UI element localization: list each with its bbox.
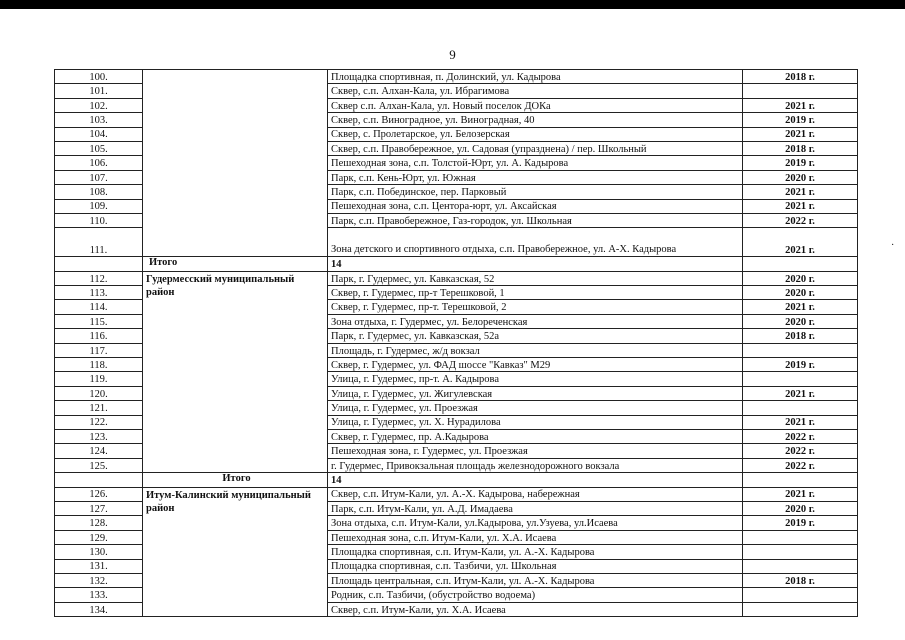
table-row bbox=[55, 141, 858, 155]
year-cell: 2022 г. bbox=[743, 444, 858, 458]
row-number: 108. bbox=[55, 185, 143, 199]
object-description: Сквер, г. Гудермес, пр-т. Терешковой, 2 bbox=[328, 300, 743, 314]
object-description: Пешеходная зона, с.п. Толстой-Юрт, ул. А. Кадырова bbox=[328, 156, 743, 170]
page-number: 9 bbox=[449, 47, 456, 62]
district-cell bbox=[143, 329, 328, 343]
district-cell bbox=[143, 170, 328, 184]
row-number: 127. bbox=[55, 501, 143, 515]
object-description: Зона отдыха, г. Гудермес, ул. Белореченская bbox=[328, 314, 743, 328]
district-cell bbox=[143, 84, 328, 98]
row-number: 131. bbox=[55, 559, 143, 573]
object-description: Площадка спортивная, п. Долинский, ул. Кадырова bbox=[328, 70, 743, 84]
year-cell: 2020 г. bbox=[743, 286, 858, 300]
object-description: Улица, г. Гудермес, ул. Проезжая bbox=[328, 401, 743, 415]
object-description: Пешеходная зона, с.п. Итум-Кали, ул. Х.А. Исаева bbox=[328, 530, 743, 544]
table-row bbox=[55, 70, 858, 84]
row-number: 124. bbox=[55, 444, 143, 458]
object-description: Парк, с.п. Итум-Кали, ул. А.Д. Имадаева bbox=[328, 501, 743, 515]
year-cell bbox=[743, 401, 858, 415]
object-description: Площадь, г. Гудермес, ж/д вокзал bbox=[328, 343, 743, 357]
year-cell: 2020 г. bbox=[743, 314, 858, 328]
district-label: Итум-Калинский муниципальный район bbox=[146, 489, 311, 514]
district-cell bbox=[143, 559, 328, 573]
year-cell bbox=[743, 588, 858, 602]
table-body bbox=[55, 70, 858, 617]
object-description: Сквер с.п. Алхан-Кала, ул. Новый поселок ДОКа bbox=[328, 98, 743, 112]
table-row bbox=[55, 372, 858, 386]
table-row bbox=[55, 530, 858, 544]
year-cell: 2020 г. bbox=[743, 170, 858, 184]
year-cell: 2021 г. bbox=[743, 199, 858, 213]
district-cell bbox=[143, 372, 328, 386]
district-cell bbox=[143, 545, 328, 559]
row-number: 122. bbox=[55, 415, 143, 429]
district-cell bbox=[143, 602, 328, 616]
row-number: 107. bbox=[55, 170, 143, 184]
table-row bbox=[55, 170, 858, 184]
object-description: Парк, с.п. Кень-Юрт, ул. Южная bbox=[328, 170, 743, 184]
row-number: 119. bbox=[55, 372, 143, 386]
table-row bbox=[55, 458, 858, 472]
object-description: Пешеходная зона, с.п. Центора-юрт, ул. Аксайская bbox=[328, 199, 743, 213]
object-description: Улица, г. Гудермес, ул. Жигулевская bbox=[328, 386, 743, 400]
total-num-cell bbox=[55, 473, 143, 487]
table-row bbox=[55, 573, 858, 587]
total-row bbox=[55, 257, 858, 271]
year-cell: 2021 г. bbox=[743, 300, 858, 314]
district-label: Гудермесский муниципальный район bbox=[146, 273, 295, 299]
object-description: Сквер, с.п. Правобережное, ул. Садовая (упразднена) / пер. Школьный bbox=[328, 141, 743, 155]
district-cell bbox=[143, 429, 328, 443]
district-cell bbox=[143, 228, 328, 257]
district-cell bbox=[143, 386, 328, 400]
object-description: Сквер, г. Гудермес, пр. А.Кадырова bbox=[328, 429, 743, 443]
district-name bbox=[143, 271, 328, 299]
district-cell bbox=[143, 530, 328, 544]
object-description: Сквер, с.п. Алхан-Кала, ул. Ибрагимова bbox=[328, 84, 743, 98]
table-row bbox=[55, 516, 858, 530]
row-number: 129. bbox=[55, 530, 143, 544]
row-number: 105. bbox=[55, 141, 143, 155]
object-description: Родник, с.п. Тазбичи, (обустройство водоема) bbox=[328, 588, 743, 602]
table-row bbox=[55, 358, 858, 372]
object-description: Улица, г. Гудермес, пр-т. А. Кадырова bbox=[328, 372, 743, 386]
year-cell bbox=[743, 530, 858, 544]
year-cell: 2018 г. bbox=[743, 70, 858, 84]
row-number: 110. bbox=[55, 213, 143, 227]
object-description: Улица, г. Гудермес, ул. Х. Нурадилова bbox=[328, 415, 743, 429]
row-number: 133. bbox=[55, 588, 143, 602]
total-year-cell bbox=[743, 473, 858, 487]
year-cell bbox=[743, 84, 858, 98]
district-cell bbox=[143, 156, 328, 170]
row-number: 128. bbox=[55, 516, 143, 530]
row-number: 115. bbox=[55, 314, 143, 328]
table-row bbox=[55, 213, 858, 227]
object-description: Зона отдыха, с.п. Итум-Кали, ул.Кадырова, ул.Узуева, ул.Исаева bbox=[328, 516, 743, 530]
district-cell bbox=[143, 127, 328, 141]
year-cell: 2022 г. bbox=[743, 458, 858, 472]
table-row bbox=[55, 429, 858, 443]
district-name bbox=[143, 487, 328, 514]
row-number: 114. bbox=[55, 300, 143, 314]
year-cell: 2018 г. bbox=[743, 141, 858, 155]
year-cell: 2021 г. bbox=[743, 487, 858, 501]
row-number: 130. bbox=[55, 545, 143, 559]
year-cell bbox=[743, 372, 858, 386]
row-number: 132. bbox=[55, 573, 143, 587]
table-row bbox=[55, 314, 858, 328]
table-row bbox=[55, 602, 858, 616]
row-number: 102. bbox=[55, 98, 143, 112]
total-label: Итого bbox=[143, 473, 328, 487]
object-description: Сквер, г. Гудермес, ул. ФАД шоссе "Кавказ" М29 bbox=[328, 358, 743, 372]
object-description: Площадка спортивная, с.п. Тазбичи, ул. Школьная bbox=[328, 559, 743, 573]
table-row bbox=[55, 127, 858, 141]
row-number: 109. bbox=[55, 199, 143, 213]
row-number: 103. bbox=[55, 113, 143, 127]
object-description: Сквер, с.п. Итум-Кали, ул. Х.А. Исаева bbox=[328, 602, 743, 616]
year-cell: 2021 г. bbox=[743, 127, 858, 141]
year-cell: 2020 г. bbox=[743, 501, 858, 515]
district-cell bbox=[143, 358, 328, 372]
year-cell: 2019 г. bbox=[743, 516, 858, 530]
district-cell bbox=[143, 314, 328, 328]
year-cell bbox=[743, 602, 858, 616]
district-cell bbox=[143, 444, 328, 458]
year-cell: 2019 г. bbox=[743, 156, 858, 170]
object-description: Площадка спортивная, с.п. Итум-Кали, ул. А.-Х. Кадырова bbox=[328, 545, 743, 559]
table-row bbox=[55, 487, 858, 501]
district-cell bbox=[143, 343, 328, 357]
year-cell: 2021 г. bbox=[743, 386, 858, 400]
total-year-cell bbox=[743, 257, 858, 271]
table-row bbox=[55, 84, 858, 98]
district-cell bbox=[143, 588, 328, 602]
row-number: 134. bbox=[55, 602, 143, 616]
row-number: 121. bbox=[55, 401, 143, 415]
object-description: Парк, г. Гудермес, ул. Кавказская, 52 bbox=[328, 271, 743, 285]
year-cell: 2021 г. bbox=[743, 228, 858, 257]
margin-mark: · bbox=[891, 240, 895, 251]
district-cell bbox=[143, 573, 328, 587]
improvement-objects-table bbox=[54, 69, 858, 617]
year-cell: 2022 г. bbox=[743, 429, 858, 443]
total-value: 14 bbox=[328, 473, 743, 487]
district-cell bbox=[143, 213, 328, 227]
total-value: 14 bbox=[328, 257, 743, 271]
object-description: Парк, г. Гудермес, ул. Кавказская, 52а bbox=[328, 329, 743, 343]
row-number: 106. bbox=[55, 156, 143, 170]
row-number: 120. bbox=[55, 386, 143, 400]
row-number: 104. bbox=[55, 127, 143, 141]
row-number: 126. bbox=[55, 487, 143, 501]
district-cell bbox=[143, 401, 328, 415]
district-cell bbox=[143, 415, 328, 429]
row-number: 100. bbox=[55, 70, 143, 84]
row-number: 113. bbox=[55, 286, 143, 300]
row-number: 111. bbox=[55, 228, 143, 257]
top-border-bar bbox=[0, 0, 905, 9]
district-cell bbox=[143, 185, 328, 199]
row-number: 112. bbox=[55, 271, 143, 285]
table-row bbox=[55, 271, 858, 285]
table-row bbox=[55, 199, 858, 213]
table-row bbox=[55, 343, 858, 357]
row-number: 101. bbox=[55, 84, 143, 98]
total-num-cell bbox=[55, 257, 143, 271]
year-cell: 2019 г. bbox=[743, 113, 858, 127]
table-row bbox=[55, 401, 858, 415]
year-cell: 2018 г. bbox=[743, 573, 858, 587]
object-description: Сквер, г. Гудермес, пр-т Терешковой, 1 bbox=[328, 286, 743, 300]
row-number: 116. bbox=[55, 329, 143, 343]
year-cell: 2018 г. bbox=[743, 329, 858, 343]
table-row bbox=[55, 113, 858, 127]
table-row bbox=[55, 228, 858, 257]
district-cell bbox=[143, 70, 328, 84]
table-row bbox=[55, 415, 858, 429]
year-cell bbox=[743, 343, 858, 357]
district-cell bbox=[143, 141, 328, 155]
object-description: Площадь центральная, с.п. Итум-Кали, ул. А.-Х. Кадырова bbox=[328, 573, 743, 587]
total-label: Итого bbox=[143, 257, 328, 271]
district-cell bbox=[143, 300, 328, 314]
district-cell bbox=[143, 199, 328, 213]
year-cell bbox=[743, 559, 858, 573]
object-description: Пешеходная зона, г. Гудермес, ул. Проезжая bbox=[328, 444, 743, 458]
year-cell bbox=[743, 545, 858, 559]
row-number: 117. bbox=[55, 343, 143, 357]
object-description: Парк, с.п. Побединское, пер. Парковый bbox=[328, 185, 743, 199]
year-cell: 2019 г. bbox=[743, 358, 858, 372]
district-cell bbox=[143, 98, 328, 112]
object-description: Сквер, с. Пролетарское, ул. Белозерская bbox=[328, 127, 743, 141]
district-cell bbox=[143, 458, 328, 472]
year-cell: 2021 г. bbox=[743, 415, 858, 429]
table-row bbox=[55, 98, 858, 112]
year-cell: 2021 г. bbox=[743, 185, 858, 199]
year-cell: 2021 г. bbox=[743, 98, 858, 112]
table-row bbox=[55, 545, 858, 559]
table-row bbox=[55, 300, 858, 314]
year-cell: 2022 г. bbox=[743, 213, 858, 227]
district-cell bbox=[143, 516, 328, 530]
table-row bbox=[55, 185, 858, 199]
object-description: Сквер, с.п. Итум-Кали, ул. А.-Х. Кадырова, набережная bbox=[328, 487, 743, 501]
total-row bbox=[55, 473, 858, 487]
row-number: 125. bbox=[55, 458, 143, 472]
object-description: Парк, с.п. Правобережное, Газ-городок, ул. Школьная bbox=[328, 213, 743, 227]
object-description: Зона детского и спортивного отдыха, с.п. Правобережное, ул. А-Х. Кадырова bbox=[328, 228, 743, 257]
table-row bbox=[55, 588, 858, 602]
row-number: 123. bbox=[55, 429, 143, 443]
table-row bbox=[55, 329, 858, 343]
object-description: г. Гудермес, Привокзальная площадь железнодорожного вокзала bbox=[328, 458, 743, 472]
row-number: 118. bbox=[55, 358, 143, 372]
table-row bbox=[55, 386, 858, 400]
table-row bbox=[55, 559, 858, 573]
table-row bbox=[55, 156, 858, 170]
object-description: Сквер, с.п. Виноградное, ул. Виноградная, 40 bbox=[328, 113, 743, 127]
district-cell bbox=[143, 113, 328, 127]
year-cell: 2020 г. bbox=[743, 271, 858, 285]
table-row bbox=[55, 444, 858, 458]
